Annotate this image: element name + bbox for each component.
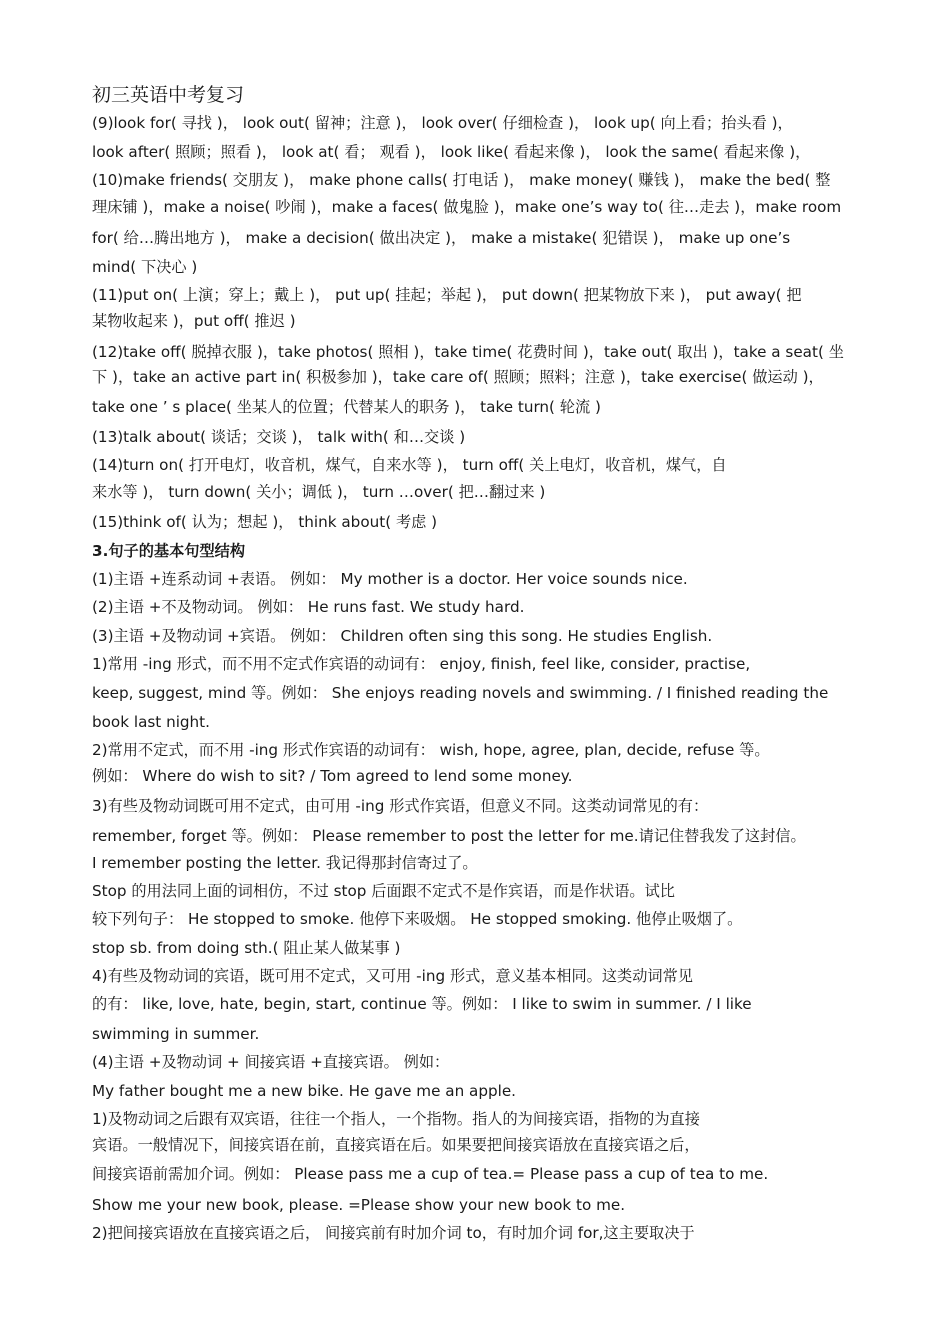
page-title: 初三英语中考复习 — [92, 84, 245, 106]
text-line: 理床铺 )，make a noise( 吵闹 )，make a faces( 做鬼脸 )，make one’s way to( 往…走去 )，make room — [92, 198, 842, 216]
text-line: (11)put on( 上演；穿上；戴上 )， put up( 挂起；举起 )， put down( 把某物放下来 )， put away( 把 — [92, 286, 802, 304]
text-line: 1)及物动词之后跟有双宾语，往往一个指人，一个指物。指人的为间接宾语，指物的为直接 — [92, 1110, 700, 1128]
text-line: 某物收起来 )，put off( 推迟 ) — [92, 312, 296, 330]
text-line: (15)think of( 认为；想起 )， think about( 考虑 ) — [92, 513, 438, 531]
text-line: mind( 下决心 ) — [92, 258, 198, 276]
text-line: (9)look for( 寻找 )， look out( 留神；注意 )， look over( 仔细检查 )， look up( 向上看；抬头看 )， — [92, 114, 793, 132]
section-heading: 3.句子的基本句型结构 — [92, 542, 246, 560]
text-line: stop sb. from doing sth.( 阻止某人做某事 ) — [92, 939, 401, 957]
text-line: (10)make friends( 交朋友 )， make phone calls( 打电话 )， make money( 赚钱 )， make the bed( 整 — [92, 171, 831, 189]
text-line: (2)主语 +不及物动词。 例如： He runs fast. We study hard. — [92, 598, 525, 616]
text-line: swimming in summer. — [92, 1025, 260, 1043]
text-line: look after( 照顾；照看 )， look at( 看； 观看 )， look like( 看起来像 )， look the same( 看起来像 )， — [92, 143, 811, 161]
text-line: keep, suggest, mind 等。例如： She enjoys reading novels and swimming. / I finished reading the — [92, 684, 829, 702]
text-line: book last night. — [92, 713, 210, 731]
text-line: 宾语。一般情况下，间接宾语在前，直接宾语在后。如果要把间接宾语放在直接宾语之后， — [92, 1136, 700, 1154]
text-line: (3)主语 +及物动词 +宾语。 例如： Children often sing this song. He studies English. — [92, 627, 713, 645]
text-line: 来水等 )， turn down( 关小；调低 )， turn …over( 把…翻过来 ) — [92, 483, 546, 501]
text-line: 较下列句子： He stopped to smoke. 他停下来吸烟。 He stopped smoking. 他停止吸烟了。 — [92, 910, 743, 928]
text-line: I remember posting the letter. 我记得那封信寄过了。 — [92, 854, 478, 872]
text-line: (1)主语 +连系动词 +表语。 例如： My mother is a doctor. Her voice sounds nice. — [92, 570, 688, 588]
text-line: (13)talk about( 谈话；交谈 )， talk with( 和…交谈 ) — [92, 428, 466, 446]
text-line: (12)take off( 脱掉衣服 )，take photos( 照相 )，take time( 花费时间 )，take out( 取出 )，take a seat( 坐 — [92, 343, 844, 361]
text-line: (14)turn on( 打开电灯，收音机，煤气，自来水等 )， turn off( 关上电灯，收音机，煤气，自 — [92, 456, 727, 474]
text-line: remember, forget 等。例如： Please remember to post the letter for me.请记住替我发了这封信。 — [92, 827, 806, 845]
text-line: 1)常用 -ing 形式，而不用不定式作宾语的动词有： enjoy, finish, feel like, consider, practise, — [92, 655, 751, 673]
text-line: for( 给…腾出地方 )， make a decision( 做出决定 )， make a mistake( 犯错误 )， make up one’s — [92, 229, 791, 247]
text-line: 下 )，take an active part in( 积极参加 )，take care of( 照顾；照料；注意 )，take exercise( 做运动 )， — [92, 368, 824, 386]
text-line: take one ’ s place( 坐某人的位置；代替某人的职务 )， take turn( 轮流 ) — [92, 398, 601, 416]
text-line: 2)常用不定式，而不用 -ing 形式作宾语的动词有： wish, hope, agree, plan, decide, refuse 等。 — [92, 741, 770, 759]
text-line: 3)有些及物动词既可用不定式，由可用 -ing 形式作宾语，但意义不同。这类动词常见的有： — [92, 797, 709, 815]
text-line: 间接宾语前需加介词。例如： Please pass me a cup of tea.= Please pass a cup of tea to me. — [92, 1165, 769, 1183]
text-line: My father bought me a new bike. He gave me an apple. — [92, 1082, 517, 1100]
text-line: 的有： like, love, hate, begin, start, continue 等。例如： I like to swim in summer. / I like — [92, 995, 752, 1013]
text-line: 2)把间接宾语放在直接宾语之后， 间接宾前有时加介词 to，有时加介词 for,这主要取决于 — [92, 1224, 695, 1242]
text-line: 例如： Where do wish to sit? / Tom agreed to lend some money. — [92, 767, 573, 785]
text-line: (4)主语 +及物动词 + 间接宾语 +直接宾语。 例如： — [92, 1053, 450, 1071]
text-line: Show me your new book, please. =Please show your new book to me. — [92, 1196, 626, 1214]
text-line: 4)有些及物动词的宾语，既可用不定式，又可用 -ing 形式，意义基本相同。这类动词常见 — [92, 967, 693, 985]
text-line: Stop 的用法同上面的词相仿，不过 stop 后面跟不定式不是作宾语，而是作状语。试比 — [92, 882, 675, 900]
